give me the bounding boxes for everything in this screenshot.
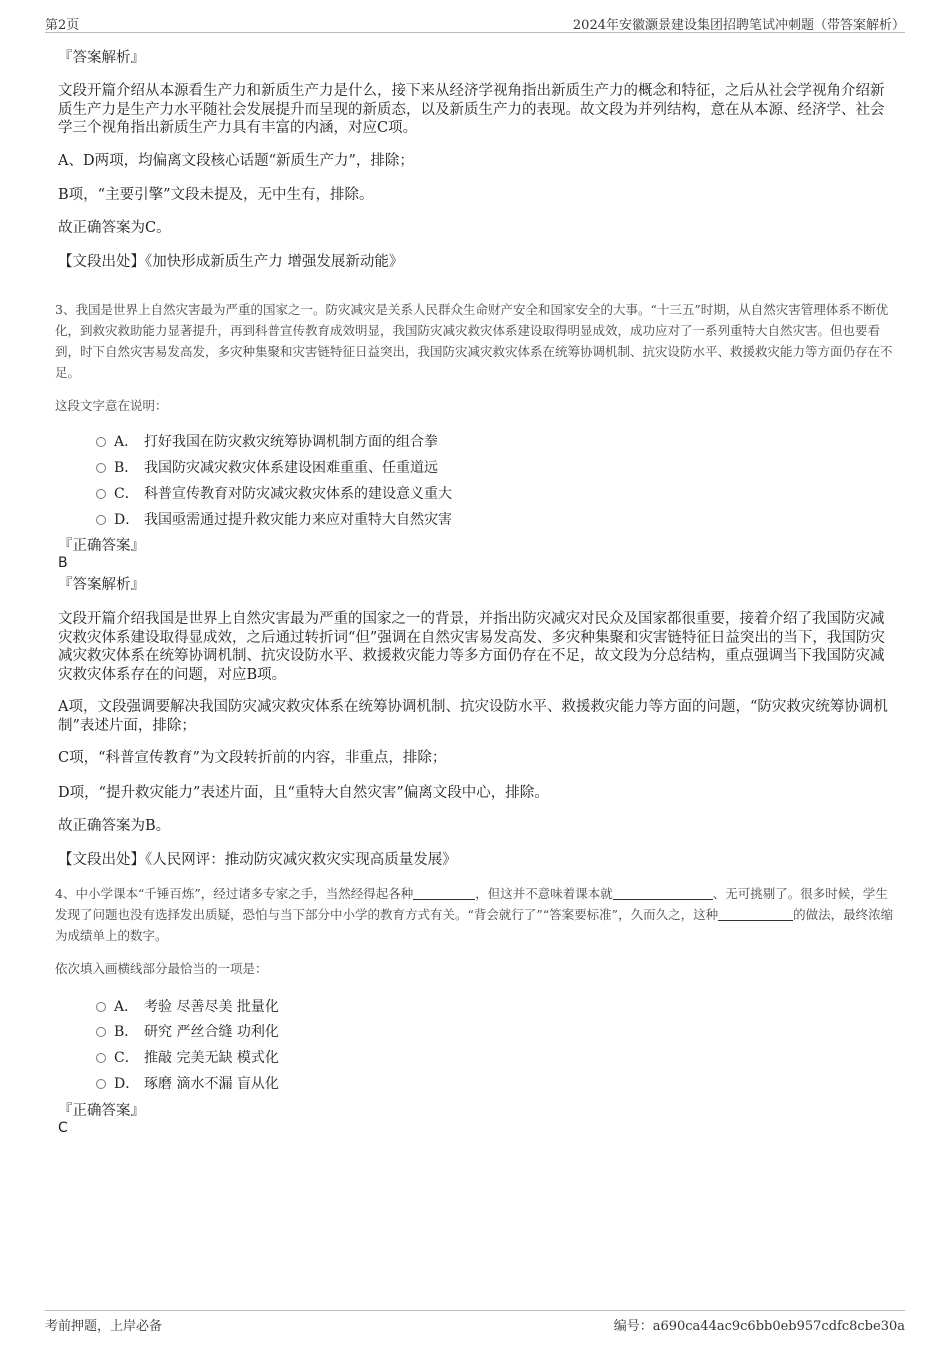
blank-2	[613, 887, 713, 900]
q4-stem: 4、中小学课本“千锤百炼”，经过诸多专家之手，当然经得起各种 ，但这并不意味着课本就 、无可挑剔了。很多时候，学生发现了问题也没有选择发出质疑，恐怕与当下部分中小学的教育方式有关。“背会就行了”“答案要标准”，久而久之，这种 的做法，最终浓缩为成绩单上的数字。	[55, 886, 894, 943]
page-header	[45, 12, 905, 33]
footer-slogan: 考前押题，上岸必备	[45, 1319, 163, 1334]
q4-answer: C	[58, 1120, 68, 1136]
q2-analysis-title: 『答案解析』	[58, 50, 145, 66]
q3-analysis-title: 『答案解析』	[58, 577, 145, 593]
radio-icon[interactable]	[96, 1002, 106, 1012]
q3-source: 【文段出处】《人民网评：推动防灾减灾救灾实现高质量发展》	[58, 852, 457, 868]
q3-option-a[interactable]: A． 打好我国在防灾救灾统筹协调机制方面的组合拳	[96, 431, 438, 451]
radio-icon[interactable]	[96, 1079, 106, 1089]
document-title: 2024年安徽灏景建设集团招聘笔试冲刺题（带答案解析）	[572, 18, 905, 33]
q3-option-b[interactable]: B． 我国防灾减灾救灾体系建设困难重重、任重道远	[96, 457, 438, 477]
q2-source: 【文段出处】《加快形成新质生产力 增强发展新动能》	[58, 254, 404, 270]
q3-prompt: 这段文字意在说明：	[55, 398, 168, 413]
q3-answer: B	[58, 555, 68, 571]
radio-icon[interactable]	[96, 463, 106, 473]
q3-analysis-d: D项，“提升救灾能力”表述片面，且“重特大自然灾害”偏离文段中心，排除。	[58, 785, 549, 801]
blank-3	[718, 908, 793, 921]
document-id: 编号：a690ca44ac9c6bb0eb957cdfc8cbe30a	[613, 1319, 905, 1334]
radio-icon[interactable]	[96, 1053, 106, 1063]
q2-analysis-ad: A、D两项，均偏离文段核心话题“新质生产力”，排除；	[58, 153, 414, 169]
q3-option-c[interactable]: C． 科普宣传教育对防灾减灾救灾体系的建设意义重大	[96, 483, 452, 503]
q4-prompt: 依次填入画横线部分最恰当的一项是：	[55, 961, 268, 976]
page-footer	[45, 1310, 905, 1337]
radio-icon[interactable]	[96, 489, 106, 499]
q3-option-d[interactable]: D． 我国亟需通过提升救灾能力来应对重特大自然灾害	[96, 509, 452, 529]
blank-1	[413, 887, 475, 900]
radio-icon[interactable]	[96, 1027, 106, 1037]
q3-analysis-c: C项，“科普宣传教育”为文段转折前的内容，非重点，排除；	[58, 750, 447, 766]
page-number: 第2页	[45, 18, 80, 33]
q2-analysis: 文段开篇介绍从本源看生产力和新质生产力是什么，接下来从经济学视角指出新质生产力的概念和特征，之后从社会学视角介绍新质生产力是生产力水平随社会发展提升而呈现的新质态，以及新质生产力的表现。故文段为并列结构，意在从本源、经济学、社会学三个视角指出新质生产力具有丰富的内涵，对应C项。	[58, 83, 885, 136]
q4-option-c[interactable]: C． 推敲 完美无缺 模式化	[96, 1047, 279, 1067]
q4-option-a[interactable]: A． 考验 尽善尽美 批量化	[96, 996, 279, 1016]
q3-analysis: 文段开篇介绍我国是世界上自然灾害最为严重的国家之一的背景，并指出防灾减灾对民众及国家都很重要，接着介绍了我国防灾减灾救灾体系建设取得显成效，之后通过转折词“但”强调在自然灾害易发高发、多灾种集聚和灾害链特征日益突出的当下，我国防灾减灾救灾体系在统筹协调机制、抗灾设防水平、救援救灾能力等多方面仍存在不足，故文段为分总结构，重点强调当下我国防灾减灾救灾体系存在的问题，对应B项。	[58, 611, 885, 683]
q3-analysis-a: A项，文段强调要解决我国防灾减灾救灾体系在统筹协调机制、抗灾设防水平、救援救灾能力等方面的问题，“防灾救灾统筹协调机制”表述片面，排除；	[58, 699, 888, 734]
q3-answer-title: 『正确答案』	[58, 538, 145, 554]
radio-icon[interactable]	[96, 515, 106, 525]
q3-stem: 3、我国是世界上自然灾害最为严重的国家之一。防灾减灾是关系人民群众生命财产安全和国家安全的大事。“十三五”时期，从自然灾害管理体系不断优化，到救灾救助能力显著提升，再到科普宣传教育成效明显，我国防灾减灾救灾体系建设取得明显成效，成功应对了一系列重特大自然灾害。但也要看到，时下自然灾害易发高发，多灾种集聚和灾害链特征日益突出，我国防灾减灾救灾体系在统筹协调机制、抗灾设防水平、救援救灾能力等方面仍存在不足。	[55, 302, 893, 380]
q3-conclusion: 故正确答案为B。	[58, 818, 171, 834]
q4-answer-title: 『正确答案』	[58, 1103, 145, 1119]
q2-analysis-b: B项，“主要引擎”文段未提及，无中生有，排除。	[58, 187, 374, 203]
radio-icon[interactable]	[96, 437, 106, 447]
q2-conclusion: 故正确答案为C。	[58, 220, 171, 236]
q4-option-d[interactable]: D． 琢磨 滴水不漏 盲从化	[96, 1073, 279, 1093]
q4-option-b[interactable]: B． 研究 严丝合缝 功利化	[96, 1021, 279, 1041]
